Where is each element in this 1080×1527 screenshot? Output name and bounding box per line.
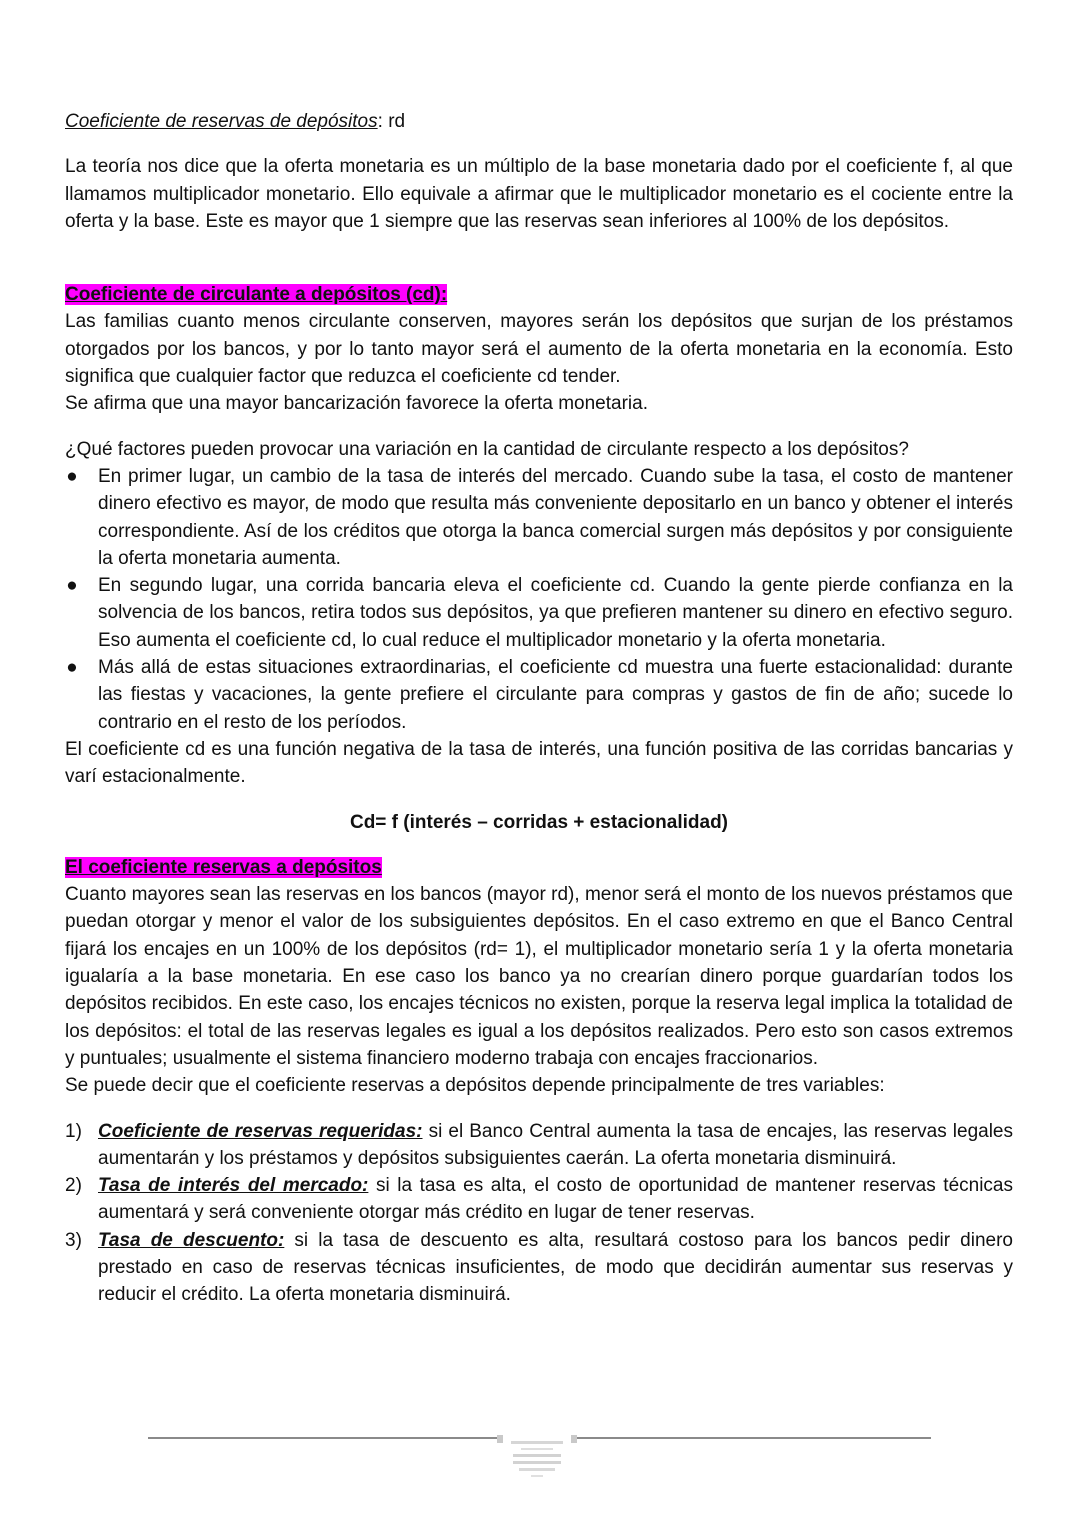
- section-cd-bullet-list: [65, 463, 1013, 736]
- bullet-icon: ●: [66, 657, 78, 679]
- item-text: si la tasa es alta, el costo de oportunidad de mantener reservas técnicas aumentará y será conveniente otorgar más crédito en lugar de tener reservas.: [98, 1175, 1013, 1224]
- list-item: ● En segundo lugar, una corrida bancaria eleva el coeficiente cd. Cuando la gente pierde confianza en la solvencia de los bancos, retira todos sus depósitos, ya que prefieren mantener su dinero en efectivo seguro. Eso aumenta el coeficiente cd, lo cual reduce el multiplicador monetario y la oferta monetaria.: [65, 572, 1013, 654]
- item-term: Coeficiente de reservas requeridas:: [98, 1120, 423, 1142]
- section-cd-paragraph-1: Las familias cuanto menos circulante conserven, mayores serán los depósitos que surjan de los préstamos otorgados por los bancos, y por lo tanto mayor será el aumento de la oferta monetaria en la economía. Esto significa que cualquier factor que reduzca el coeficiente cd tender.: [65, 311, 1013, 388]
- item-term: Tasa de interés del mercado:: [98, 1175, 369, 1197]
- section-cd-paragraph-2: Se afirma que una mayor bancarización favorece la oferta monetaria.: [65, 393, 648, 415]
- footer-logo-icon: [497, 1431, 577, 1479]
- document-page: [65, 108, 1013, 1309]
- list-item: [65, 1118, 1013, 1173]
- section-rd-paragraph-2: Se puede decir que el coeficiente reservas a depósitos depende principalmente de tres variables:: [65, 1075, 885, 1097]
- formula: Cd= f (interés – corridas + estacionalidad): [349, 811, 728, 833]
- section-cd: [65, 281, 1013, 836]
- list-item: [65, 1172, 1013, 1227]
- section-cd-question: ¿Qué factores pueden provocar una variación en la cantidad de circulante respecto a los depósitos?: [65, 438, 909, 460]
- heading-rd-suffix: : rd: [377, 111, 406, 132]
- list-item: ● Más allá de estas situaciones extraordinarias, el coeficiente cd muestra una fuerte estacionalidad: durante las fiestas y vacaciones, la gente prefiere el circulante para compras y gastos de fin de año; sucede lo contrario en el resto de los períodos.: [65, 654, 1013, 736]
- bullet-icon: ●: [66, 575, 78, 597]
- item-term: Tasa de descuento:: [98, 1229, 285, 1251]
- section-rd: [65, 854, 1013, 1309]
- item-text: si la tasa de descuento es alta, resultará costoso para los bancos pedir dinero prestado en caso de reservas técnicas insuficientes, de modo que decidirán aumentar sus reservas y reducir el crédito. La oferta monetaria disminuirá.: [98, 1229, 1013, 1306]
- list-item: ● En primer lugar, un cambio de la tasa de interés del mercado. Cuando sube la tasa, el costo de mantener dinero efectivo es mayor, de modo que resulta más conveniente depositarlo en un banco y obtener el interés correspondiente. Así de los créditos que otorga la banca comercial surgen más depósitos y por consiguiente la oferta monetaria aumenta.: [65, 463, 1013, 572]
- item-text: si el Banco Central aumenta la tasa de encajes, las reservas legales aumentarán y los préstamos y depósitos subsiguientes caerán. La oferta monetaria disminuirá.: [98, 1120, 1013, 1169]
- item-number: 3): [65, 1229, 82, 1251]
- heading-rd-term: Coeficiente de reservas de depósitos: [65, 111, 378, 132]
- bullet-icon: ●: [66, 465, 78, 487]
- section-rd-paragraph-1: Cuanto mayores sean las reservas en los bancos (mayor rd), menor será el monto de los nuevos préstamos que puedan otorgar y menor el valor de los subsiguientes depósitos. En el caso extremo en que el Banco Central fijará los encajes en un 100% de los depósitos (rd= 1), el multiplicador monetario sería 1 y la oferta monetaria igualaría a la base monetaria. En ese caso los banco ya no crearían dinero porque guardarían todos los depósitos recibidos. En este caso, los encajes técnicos no existen, porque la reserva legal implica la totalidad de los depósitos: el total de las reservas legales es igual a los depósitos realizados. Pero esto son casos extremos y puntuales; usualmente el sistema financiero moderno trabaja con encajes fraccionarios.: [65, 884, 1013, 1069]
- item-number: 2): [65, 1175, 82, 1197]
- list-item: [65, 1227, 1013, 1309]
- heading-rd: [65, 108, 1013, 135]
- section-cd-conclusion: El coeficiente cd es una función negativa de la tasa de interés, una función positiva de las corridas bancarias y varí estacionalmente.: [65, 738, 1013, 788]
- section-cd-title: Coeficiente de circulante a depósitos (cd):: [65, 284, 448, 306]
- item-number: 1): [65, 1120, 82, 1142]
- section-rd-numbered-list: [65, 1118, 1013, 1309]
- intro-paragraph: La teoría nos dice que la oferta monetaria es un múltiplo de la base monetaria dado por el coeficiente f, al que llamamos multiplicador monetario. Ello equivale a afirmar que le multiplicador monetario es el cociente entre la oferta y la base. Este es mayor que 1 siempre que las reservas sean inferiores al 100% de los depósitos.: [65, 156, 1013, 232]
- section-rd-title: El coeficiente reservas a depósitos: [65, 856, 382, 878]
